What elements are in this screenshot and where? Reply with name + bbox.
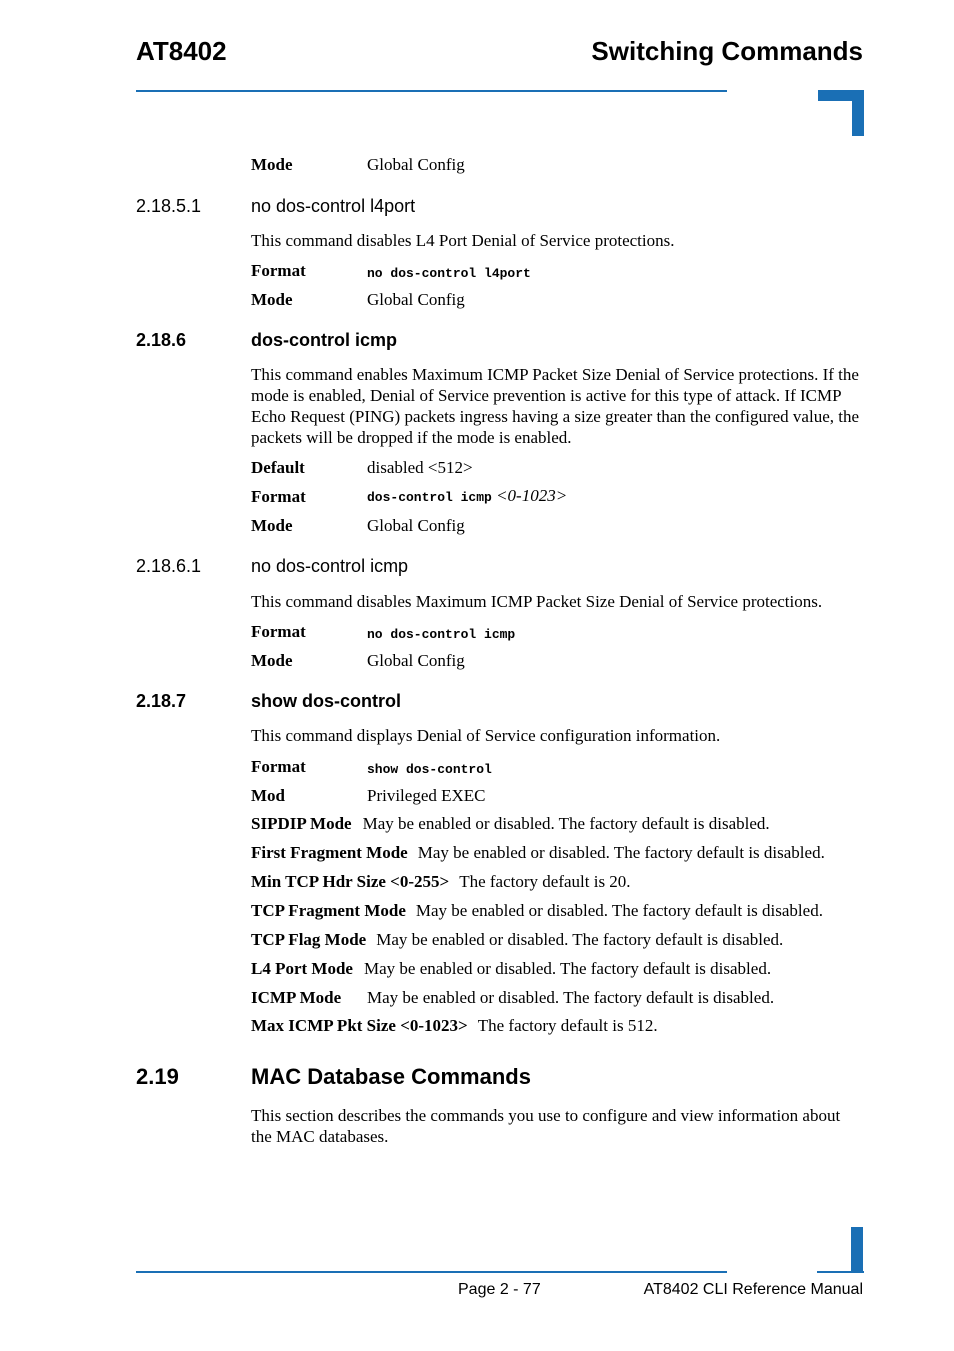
- format-label: Format: [251, 757, 306, 776]
- field-row: [251, 1016, 658, 1036]
- mode-value: Privileged EXEC: [367, 786, 486, 805]
- default-value: disabled <512>: [367, 458, 473, 477]
- field-row: [251, 843, 825, 863]
- mode-value: Global Config: [367, 516, 465, 535]
- mode-label: Mode: [251, 516, 293, 535]
- format-argument: <0-1023>: [496, 486, 568, 505]
- page-number: Page 2 - 77: [458, 1281, 541, 1298]
- format-value: [367, 623, 515, 643]
- default-label: Default: [251, 458, 305, 477]
- format-label: Format: [251, 622, 306, 641]
- mode-value: Global Config: [367, 651, 465, 670]
- header-title-left: AT8402: [136, 36, 227, 66]
- footer-rule: [136, 1271, 727, 1273]
- section-title: MAC Database Commands: [251, 1064, 531, 1089]
- mode-value: Global Config: [367, 290, 465, 309]
- field-label: L4 Port Mode: [251, 959, 353, 978]
- header-title-right: Switching Commands: [591, 36, 863, 66]
- format-value: [367, 758, 492, 778]
- format-command: dos-control icmp: [367, 490, 492, 505]
- field-text: The factory default is 512.: [477, 1016, 658, 1035]
- field-row: [251, 930, 783, 950]
- field-label: Min TCP Hdr Size <0-255>: [251, 872, 450, 891]
- field-row: [251, 901, 823, 921]
- field-text: May be enabled or disabled. The factory default is disabled.: [417, 843, 825, 862]
- field-row: [251, 814, 770, 834]
- field-label: SIPDIP Mode: [251, 814, 352, 833]
- field-label: TCP Flag Mode: [251, 930, 367, 949]
- format-value: [367, 486, 567, 506]
- section-description: This command enables Maximum ICMP Packet Size Denial of Service protections. If the mode is enabled, Denial of Service prevention is active for this type of attack. If ICMP Echo Request (PING) packets ingress having a size greater than the configured value, the packets will be dropped if the mode is enabled.: [251, 365, 860, 447]
- corner-mark-bottom: [851, 1227, 863, 1273]
- field-label: Max ICMP Pkt Size <0-1023>: [251, 1016, 468, 1035]
- header-rule: [136, 90, 727, 92]
- section-title: no dos-control icmp: [251, 556, 409, 576]
- field-text: May be enabled or disabled. The factory default is disabled.: [363, 959, 772, 978]
- field-row: [251, 872, 631, 892]
- field-text: May be enabled or disabled. The factory default is disabled.: [376, 930, 784, 949]
- field-label: TCP Fragment Mode: [251, 901, 406, 920]
- section-description: This section describes the commands you use to configure and view information about the MAC databases.: [251, 1106, 841, 1146]
- field-row: [251, 959, 771, 979]
- section-number: 2.18.6.1: [136, 556, 202, 576]
- field-row: [251, 988, 774, 1008]
- section-number: 2.18.5.1: [136, 196, 202, 216]
- field-text: May be enabled or disabled. The factory default is disabled.: [362, 814, 770, 833]
- section-number: 2.18.6: [136, 330, 187, 350]
- intro-mode-label: Mode: [251, 155, 293, 174]
- section-description: This command displays Denial of Service configuration information.: [251, 726, 721, 745]
- corner-mark-top: [818, 90, 864, 136]
- field-label: ICMP Mode: [251, 988, 342, 1007]
- mode-label: Mode: [251, 651, 293, 670]
- format-value: [367, 262, 531, 282]
- section-title: dos-control icmp: [251, 330, 398, 350]
- format-label: Format: [251, 261, 306, 280]
- section-description: This command disables Maximum ICMP Packet Size Denial of Service protections.: [251, 592, 823, 611]
- mode-label: Mod: [251, 786, 285, 805]
- footer-rule-right: [817, 1271, 864, 1273]
- field-text: May be enabled or disabled. The factory default is disabled.: [415, 901, 823, 920]
- format-command: no dos-control l4port: [367, 266, 531, 281]
- intro-mode-value: Global Config: [367, 155, 465, 174]
- field-text: May be enabled or disabled. The factory default is disabled.: [367, 988, 775, 1007]
- section-description: This command disables L4 Port Denial of Service protections.: [251, 231, 675, 250]
- section-title: no dos-control l4port: [251, 196, 416, 216]
- format-command: show dos-control: [367, 762, 492, 777]
- field-text: The factory default is 20.: [459, 872, 631, 891]
- format-label: Format: [251, 487, 306, 506]
- section-title: show dos-control: [251, 691, 401, 711]
- mode-label: Mode: [251, 290, 293, 309]
- format-command: no dos-control icmp: [367, 627, 516, 642]
- section-number: 2.18.7: [136, 691, 187, 711]
- field-label: First Fragment Mode: [251, 843, 408, 862]
- manual-title: AT8402 CLI Reference Manual: [643, 1281, 863, 1298]
- section-number: 2.19: [136, 1064, 179, 1089]
